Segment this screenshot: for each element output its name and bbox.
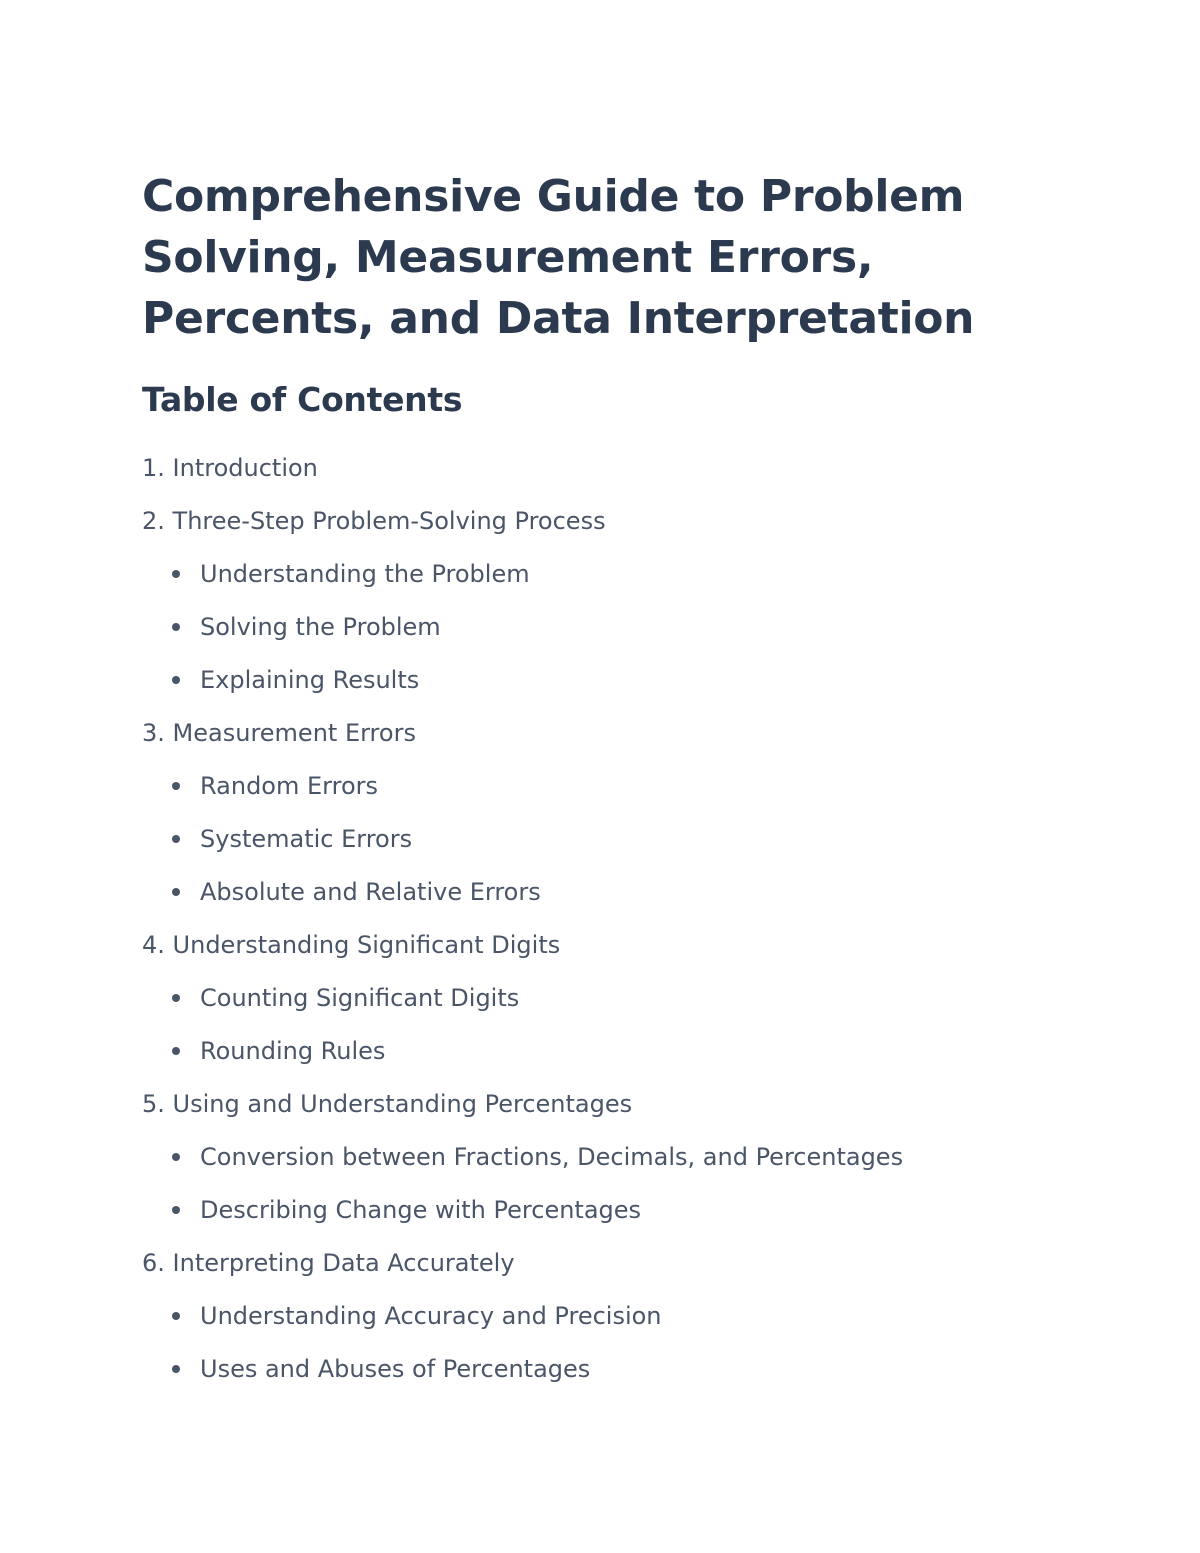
toc-section-4 — [142, 925, 1082, 978]
toc-subsection — [142, 660, 1082, 713]
toc-section-number: 1. — [142, 454, 165, 482]
toc-subsection — [142, 766, 1082, 819]
toc-subsection-title: Explaining Results — [200, 666, 420, 694]
toc-section-6 — [142, 1243, 1082, 1296]
document-title: Comprehensive Guide to Problem Solving, Measurement Errors, Percents, and Data Interpretation — [142, 171, 975, 344]
toc-section-number: 3. — [142, 719, 165, 747]
toc-section-number: 6. — [142, 1249, 165, 1277]
toc-section-number: 4. — [142, 931, 165, 959]
toc-subsection-title: Systematic Errors — [200, 825, 413, 853]
bullet-icon — [172, 676, 180, 684]
bullet-icon — [172, 1312, 180, 1320]
bullet-icon — [172, 570, 180, 578]
toc-subsection-title: Uses and Abuses of Percentages — [200, 1355, 591, 1383]
bullet-icon — [172, 1365, 180, 1373]
toc-section-5 — [142, 1084, 1082, 1137]
toc-section-1 — [142, 448, 1082, 501]
toc-subsection — [142, 1296, 1082, 1349]
toc-subsection-title: Counting Significant Digits — [200, 984, 520, 1012]
toc-section-title: Interpreting Data Accurately — [172, 1249, 515, 1277]
toc-section-title: Measurement Errors — [172, 719, 416, 747]
toc-subsection — [142, 554, 1082, 607]
toc-subsection-title: Describing Change with Percentages — [200, 1196, 642, 1224]
toc-heading: Table of Contents — [142, 380, 463, 419]
toc-subsection-title: Understanding Accuracy and Precision — [200, 1302, 662, 1330]
toc-section-title: Introduction — [172, 454, 318, 482]
bullet-icon — [172, 1206, 180, 1214]
toc-subsection — [142, 1137, 1082, 1190]
toc-subsection-title: Rounding Rules — [200, 1037, 386, 1065]
bullet-icon — [172, 1047, 180, 1055]
bullet-icon — [172, 623, 180, 631]
toc-subsection-title: Conversion between Fractions, Decimals, and Percentages — [200, 1143, 904, 1171]
toc-subsection — [142, 1349, 1082, 1402]
toc-subsection-title: Random Errors — [200, 772, 378, 800]
toc-subsection — [142, 819, 1082, 872]
toc-subsection-title: Understanding the Problem — [200, 560, 530, 588]
toc-section-number: 2. — [142, 507, 165, 535]
toc-section-2 — [142, 501, 1082, 554]
toc-section-3 — [142, 713, 1082, 766]
toc-subsection — [142, 1190, 1082, 1243]
bullet-icon — [172, 888, 180, 896]
bullet-icon — [172, 782, 180, 790]
toc-section-number: 5. — [142, 1090, 165, 1118]
bullet-icon — [172, 1153, 180, 1161]
toc-subsection-title: Solving the Problem — [200, 613, 441, 641]
toc-section-title: Using and Understanding Percentages — [172, 1090, 633, 1118]
bullet-icon — [172, 994, 180, 1002]
toc-subsection — [142, 607, 1082, 660]
toc-section-title: Three-Step Problem-Solving Process — [172, 507, 606, 535]
toc-subsection — [142, 1031, 1082, 1084]
bullet-icon — [172, 835, 180, 843]
table-of-contents — [142, 448, 1082, 1402]
toc-subsection-title: Absolute and Relative Errors — [200, 878, 541, 906]
toc-subsection — [142, 872, 1082, 925]
toc-subsection — [142, 978, 1082, 1031]
toc-section-title: Understanding Significant Digits — [172, 931, 561, 959]
